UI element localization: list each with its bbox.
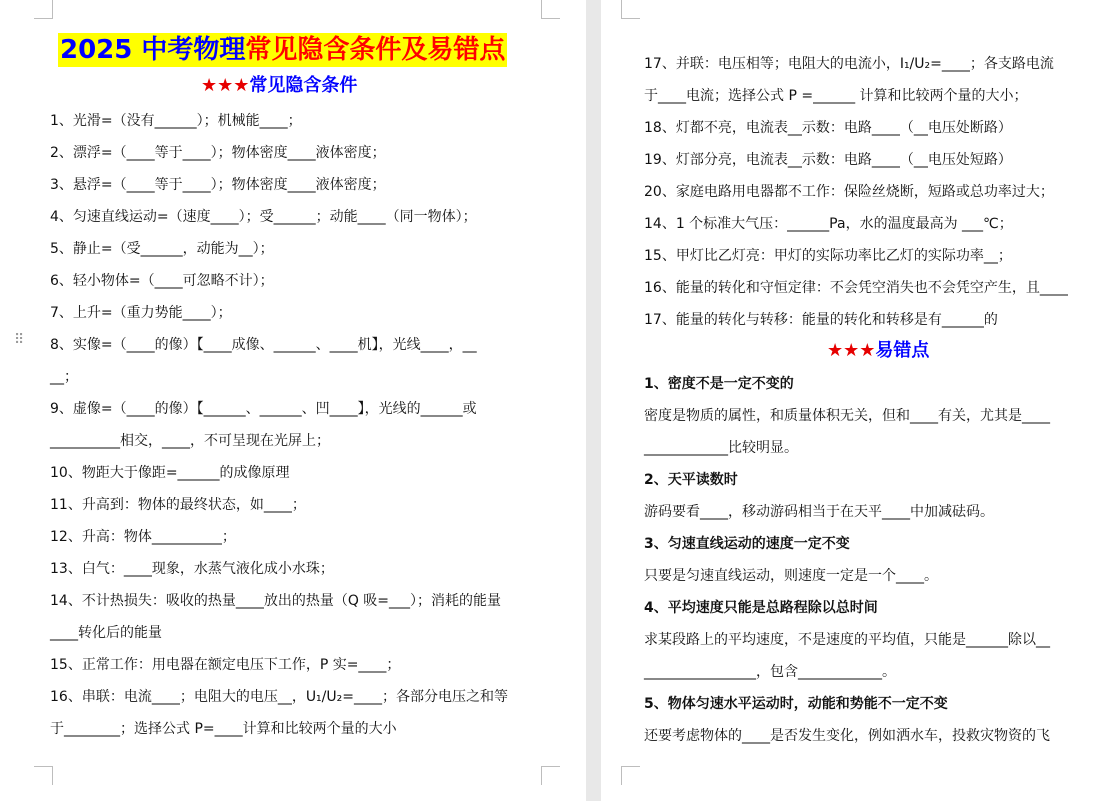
text-line: 5、静止=（受______，动能为__）；: [50, 241, 274, 257]
text-line: 3、悬浮=（____等于____）；物体密度____液体密度；: [50, 177, 386, 193]
text-line: 求某段路上的平均速度，不是速度的平均值，只能是______除以__: [644, 632, 1050, 648]
text-line: 只要是匀速直线运动，则速度一定是一个____。: [644, 568, 938, 584]
text-line: __；: [50, 369, 78, 385]
section-label: 易错点: [875, 340, 930, 361]
text-line: 19、灯部分亮，电流表__示数：电路____（__电压处短路）: [644, 152, 1012, 168]
margin-corner-bottom-right: [541, 766, 560, 785]
margin-corner-top-right: [541, 0, 560, 19]
text-line: 16、能量的转化和守恒定律：不会凭空消失也不会凭空产生，且____: [644, 280, 1068, 296]
text-line: 13、白气：____现象，水蒸气液化成小水珠；: [50, 561, 334, 577]
text-line: ____转化后的能量: [50, 625, 162, 641]
margin-corner-top-left: [34, 0, 53, 19]
star-icon: ★★★: [201, 75, 250, 96]
margin-corner-bottom-left: [621, 766, 640, 785]
text-line: 15、正常工作：用电器在额定电压下工作，P 实=____；: [50, 657, 401, 673]
section-label: 常见隐含条件: [249, 75, 358, 96]
text-line: 还要考虑物体的____是否发生变化，例如洒水车，投救灾物资的飞: [644, 728, 1050, 744]
text-line: 6、轻小物体=（____可忽略不计）；: [50, 273, 274, 289]
margin-corner-top-left: [621, 0, 640, 19]
text-line: 8、实像=（____的像）【____成像、______、____机】，光线____，__: [50, 337, 477, 353]
mistake-heading: 1、密度不是一定不变的: [644, 376, 794, 392]
text-line: 10、物距大于像距=______的成像原理: [50, 465, 290, 481]
text-line: 游码要看____，移动游码相当于在天平____中加减砝码。: [644, 504, 994, 520]
text-line: 1、光滑=（没有______）；机械能____；: [50, 113, 302, 129]
text-line: 12、升高：物体__________；: [50, 529, 236, 545]
text-line: 4、匀速直线运动=（速度____）；受______；动能____（同一物体）；: [50, 209, 477, 225]
text-line: 2、漂浮=（____等于____）；物体密度____液体密度；: [50, 145, 386, 161]
text-line: 密度是物质的属性，和质量体积无关，但和____有关，尤其是____: [644, 408, 1050, 424]
text-line: 20、家庭电路用电器都不工作：保险丝烧断，短路或总功率过大；: [644, 184, 1054, 200]
margin-corner-bottom-left: [34, 766, 53, 785]
mistake-heading: 3、匀速直线运动的速度一定不变: [644, 536, 850, 552]
text-line: 9、虚像=（____的像）【______、______、凹____】，光线的______或: [50, 401, 477, 417]
star-icon: ★★★: [827, 340, 876, 361]
document-page-right: [601, 0, 1104, 801]
text-line: 于____电流；选择公式 P =______ 计算和比较两个量的大小；: [644, 88, 1028, 104]
text-line: 于________；选择公式 P=____计算和比较两个量的大小: [50, 721, 397, 737]
text-line: 14、1 个标准大气压：______Pa，水的温度最高为 ___℃；: [644, 216, 1013, 232]
text-line: 7、上升=（重力势能____）；: [50, 305, 232, 321]
title-part-blue: 2025 中考物理: [60, 35, 246, 65]
text-line: 18、灯都不亮，电流表__示数：电路____（__电压处断路）: [644, 120, 1012, 136]
text-line: 17、并联：电压相等；电阻大的电流小，I₁/U₂=____；各支路电流: [644, 56, 1054, 72]
document-title: [58, 33, 507, 67]
drag-handle-icon[interactable]: ⠿: [14, 332, 24, 348]
section-heading-implicit-conditions: [201, 74, 357, 98]
text-line: 17、能量的转化与转移：能量的转化和转移是有______的: [644, 312, 998, 328]
mistake-heading: 4、平均速度只能是总路程除以总时间: [644, 600, 878, 616]
text-line: __________相交，____，不可呈现在光屏上；: [50, 433, 330, 449]
mistake-heading: 5、物体匀速水平运动时，动能和势能不一定不变: [644, 696, 948, 712]
title-part-red: 常见隐含条件及易错点: [245, 35, 506, 65]
text-line: 11、升高到：物体的最终状态，如____；: [50, 497, 306, 513]
text-line: 14、不计热损失：吸收的热量____放出的热量（Q 吸=___）；消耗的能量: [50, 593, 502, 609]
mistake-heading: 2、天平读数时: [644, 472, 738, 488]
text-line: 15、甲灯比乙灯亮：甲灯的实际功率比乙灯的实际功率__；: [644, 248, 1012, 264]
text-line: 16、串联：电流____；电阻大的电压__，U₁/U₂=____；各部分电压之和等: [50, 689, 508, 705]
text-line: ________________，包含____________。: [644, 664, 896, 680]
text-line: ____________比较明显。: [644, 440, 798, 456]
section-heading-common-mistakes: [827, 339, 929, 363]
